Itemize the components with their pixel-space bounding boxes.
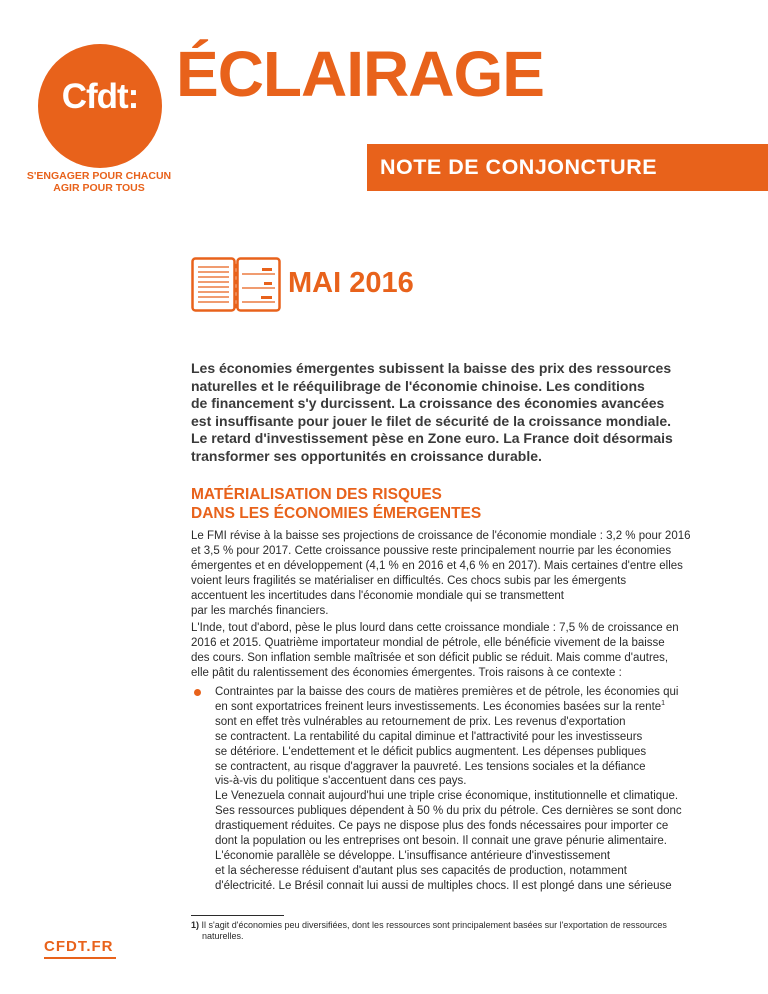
intro-line: transformer ses opportunités en croissance durable. xyxy=(191,447,542,464)
bullet-line: drastiquement réduites. Ce pays ne dispose plus des fonds nécessaires pour importer ce xyxy=(215,820,669,833)
paragraph-1 xyxy=(191,529,726,618)
footnote-line-2: naturelles. xyxy=(202,931,244,941)
bullet-line: Contraintes par la baisse des cours de matières premières et de pétrole, les économies qui xyxy=(215,686,679,698)
bullet-text xyxy=(215,685,731,894)
bullet-line-text: en sont exportatrices freinent leurs investissements. Les économies basées sur la rente xyxy=(215,700,662,713)
footnote-number: 1) xyxy=(191,920,200,930)
intro-summary xyxy=(191,360,701,465)
paragraph-2 xyxy=(191,621,726,681)
paragraph-line: Le FMI révise à la baisse ses projections de croissance de l'économie mondiale : 3,2 % pour 2016 xyxy=(191,530,691,542)
intro-line: est insuffisante pour jouer le filet de sécurité de la croissance mondiale. xyxy=(191,412,672,429)
bullet-line: d'électricité. Le Brésil connait lui aussi de multiples chocs. Il est plongé dans une sérieuse xyxy=(215,879,672,892)
footnote-text: Il s'agit d'économies peu diversifiées, dont les ressources sont principalement basées sur l'exportation de ressources xyxy=(201,920,667,930)
bullet-line: et la sécheresse réduisent d'autant plus ses capacités de production, notamment xyxy=(215,864,627,877)
paragraph-line: voient leurs fragilités se matérialiser en difficultés. Ces chocs subis par les émergents xyxy=(191,574,627,587)
paragraph-line: elle pâtit du ralentissement des économies émergentes. Trois raisons à ce contexte : xyxy=(191,666,622,679)
bullet-line: dont la population ou les entreprises ont besoin. Il connait une grave pénurie alimentaire. xyxy=(215,835,667,848)
slogan-line-1: S'ENGAGER POUR CHACUN xyxy=(26,170,172,182)
bullet-line: vis-à-vis du politique s'accentuent dans ces pays. xyxy=(215,775,467,788)
bullet-item xyxy=(191,685,731,894)
paragraph-line: L'Inde, tout d'abord, pèse le plus lourd dans cette croissance mondiale : 7,5 % de croissance en xyxy=(191,622,679,634)
logo-text: Cfdt: xyxy=(61,77,139,116)
intro-line: naturelles et le rééquilibrage de l'économie chinoise. Les conditions xyxy=(191,377,645,394)
cfdt-logo xyxy=(38,44,162,168)
bullet-line: L'économie parallèle se développe. L'insuffisance antérieure d'investissement xyxy=(215,849,611,862)
paragraph-line: 2016 et 2015. Quatrième importateur mondial de pétrole, elle bénéficie vivement de la baisse xyxy=(191,636,665,649)
intro-line: Les économies émergentes subissent la baisse des prix des ressources xyxy=(191,360,672,376)
paragraph-line: accentuent les incertitudes dans l'économie mondiale qui se transmettent xyxy=(191,589,564,602)
paragraph-line: des cours. Son inflation semble maîtrisée et son déficit public se réduit. Mais comme d'autres, xyxy=(191,651,669,664)
section-heading-line-1: MATÉRIALISATION DES RISQUES xyxy=(191,486,442,503)
slogan xyxy=(24,170,174,194)
bullet-line: se contractent. La rentabilité du capital diminue et l'attractivité pour les investisseurs xyxy=(215,730,643,743)
bullet-line: sont en effet très vulnérables au retournement de prix. Les revenus d'exportation xyxy=(215,715,626,728)
section-heading xyxy=(191,485,591,523)
footnote-line-1 xyxy=(191,920,731,931)
site-underline xyxy=(44,957,116,959)
intro-line: de financement s'y durcissent. La croissance des économies avancées xyxy=(191,395,665,411)
issue-date: MAI 2016 xyxy=(288,267,414,299)
publication-title: ÉCLAIRAGE xyxy=(176,38,544,110)
cfdt-site-link[interactable]: CFDT.FR xyxy=(44,938,114,955)
footnote-ref: 1 xyxy=(661,699,666,707)
bullet-line: Ses ressources publiques dépendent à 50 % du prix du pétrole. Ces dernières se sont donc xyxy=(215,805,682,818)
paragraph-line: émergentes et en développement (4,1 % en 2016 et 4,6 % en 2017). Mais certaines d'entre elles xyxy=(191,559,683,572)
bullet-line: se détériore. L'endettement et le déficit publics augmentent. Les dépenses publiques xyxy=(215,745,647,758)
section-heading-line-2: DANS LES ÉCONOMIES ÉMERGENTES xyxy=(191,505,482,522)
note-banner: NOTE DE CONJONCTURE xyxy=(367,144,768,191)
paragraph-line: par les marchés financiers. xyxy=(191,604,329,617)
slogan-line-2: AGIR POUR TOUS xyxy=(53,182,145,194)
agenda-icon xyxy=(191,257,281,312)
bullet-dot-icon xyxy=(194,689,201,696)
intro-line: Le retard d'investissement pèse en Zone euro. La France doit désormais xyxy=(191,430,673,446)
bullet-line: se contractent, au risque d'aggraver la pauvreté. Les tensions sociales et la défiance xyxy=(215,760,646,773)
footnote xyxy=(191,920,731,942)
footnote-divider xyxy=(191,915,284,916)
bullet-line: Le Venezuela connait aujourd'hui une triple crise économique, institutionnelle et climatique. xyxy=(215,790,679,803)
bullet-line xyxy=(215,700,731,715)
paragraph-line: et 3,5 % pour 2017. Cette croissance poussive reste principalement nourrie par les économies xyxy=(191,544,672,557)
